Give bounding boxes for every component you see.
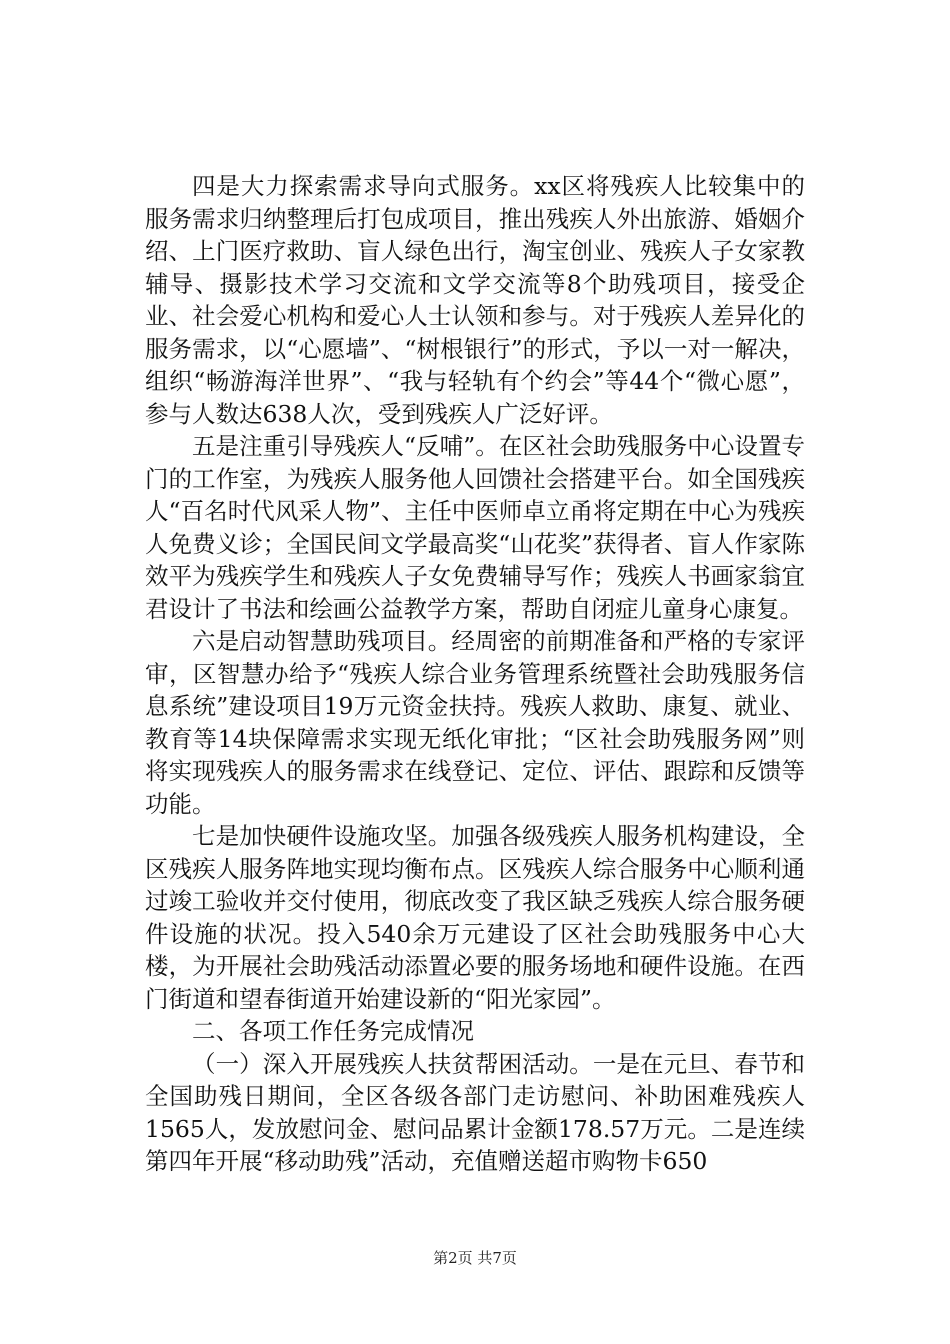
paragraph-hardware-facilities: 七是加快硬件设施攻坚。加强各级残疾人服务机构建设，全区残疾人服务阵地实现均衡布点。区残疾人综合服务中心顺利通过竣工验收并交付使用，彻底改变了我区缺乏残疾人综合服务硬件设施的状况。投入540余万元建设了区社会助残服务中心大楼，为开展社会助残活动添置必要的服务场地和硬件设施。在西门街道和望春街道开始建设新的“阳光家园”。 <box>145 822 805 1013</box>
document-body <box>145 170 805 1178</box>
paragraph-poverty-relief: （一）深入开展残疾人扶贫帮困活动。一是在元旦、春节和全国助残日期间，全区各级各部门走访慰问、补助困难残疾人1565人，发放慰问金、慰问品累计金额178.57万元。二是连续第四年开展“移动助残”活动，充值赠送超市购物卡650 <box>145 1049 805 1175</box>
paragraph-service-demand: 四是大力探索需求导向式服务。xx区将残疾人比较集中的服务需求归纳整理后打包成项目，推出残疾人外出旅游、婚姻介绍、上门医疗救助、盲人绿色出行，淘宝创业、残疾人子女家教辅导、摄影技术学习交流和文学交流等8个助残项目，接受企业、社会爱心机构和爱心人士认领和参与。对于残疾人差异化的服务需求，以“心愿墙”、“树根银行”的形式，予以一对一解决，组织“畅游海洋世界”、“我与轻轨有个约会”等44个“微心愿”，参与人数达638人次，受到残疾人广泛好评。 <box>145 172 805 428</box>
paragraph-smart-assistance: 六是启动智慧助残项目。经周密的前期准备和严格的专家评审，区智慧办给予“残疾人综合业务管理系统暨社会助残服务信息系统”建设项目19万元资金扶持。残疾人救助、康复、就业、教育等14块保障需求实现无纸化审批；“区社会助残服务网”则将实现残疾人的服务需求在线登记、定位、评估、跟踪和反馈等功能。 <box>145 627 805 818</box>
paragraph-feedback: 五是注重引导残疾人“反哺”。在区社会助残服务中心设置专门的工作室，为残疾人服务他人回馈社会搭建平台。如全国残疾人“百名时代风采人物”、主任中医师卓立甬将定期在中心为残疾人免费义诊；全国民间文学最高奖“山花奖”获得者、盲人作家陈效平为残疾学生和残疾人子女免费辅导写作；残疾人书画家翁宜君设计了书法和绘画公益教学方案，帮助自闭症儿童身心康复。 <box>145 432 805 623</box>
page-number-footer: 第2页 共7页 <box>433 1249 517 1267</box>
section-heading: 二、各项工作任务完成情况 <box>192 1017 474 1045</box>
